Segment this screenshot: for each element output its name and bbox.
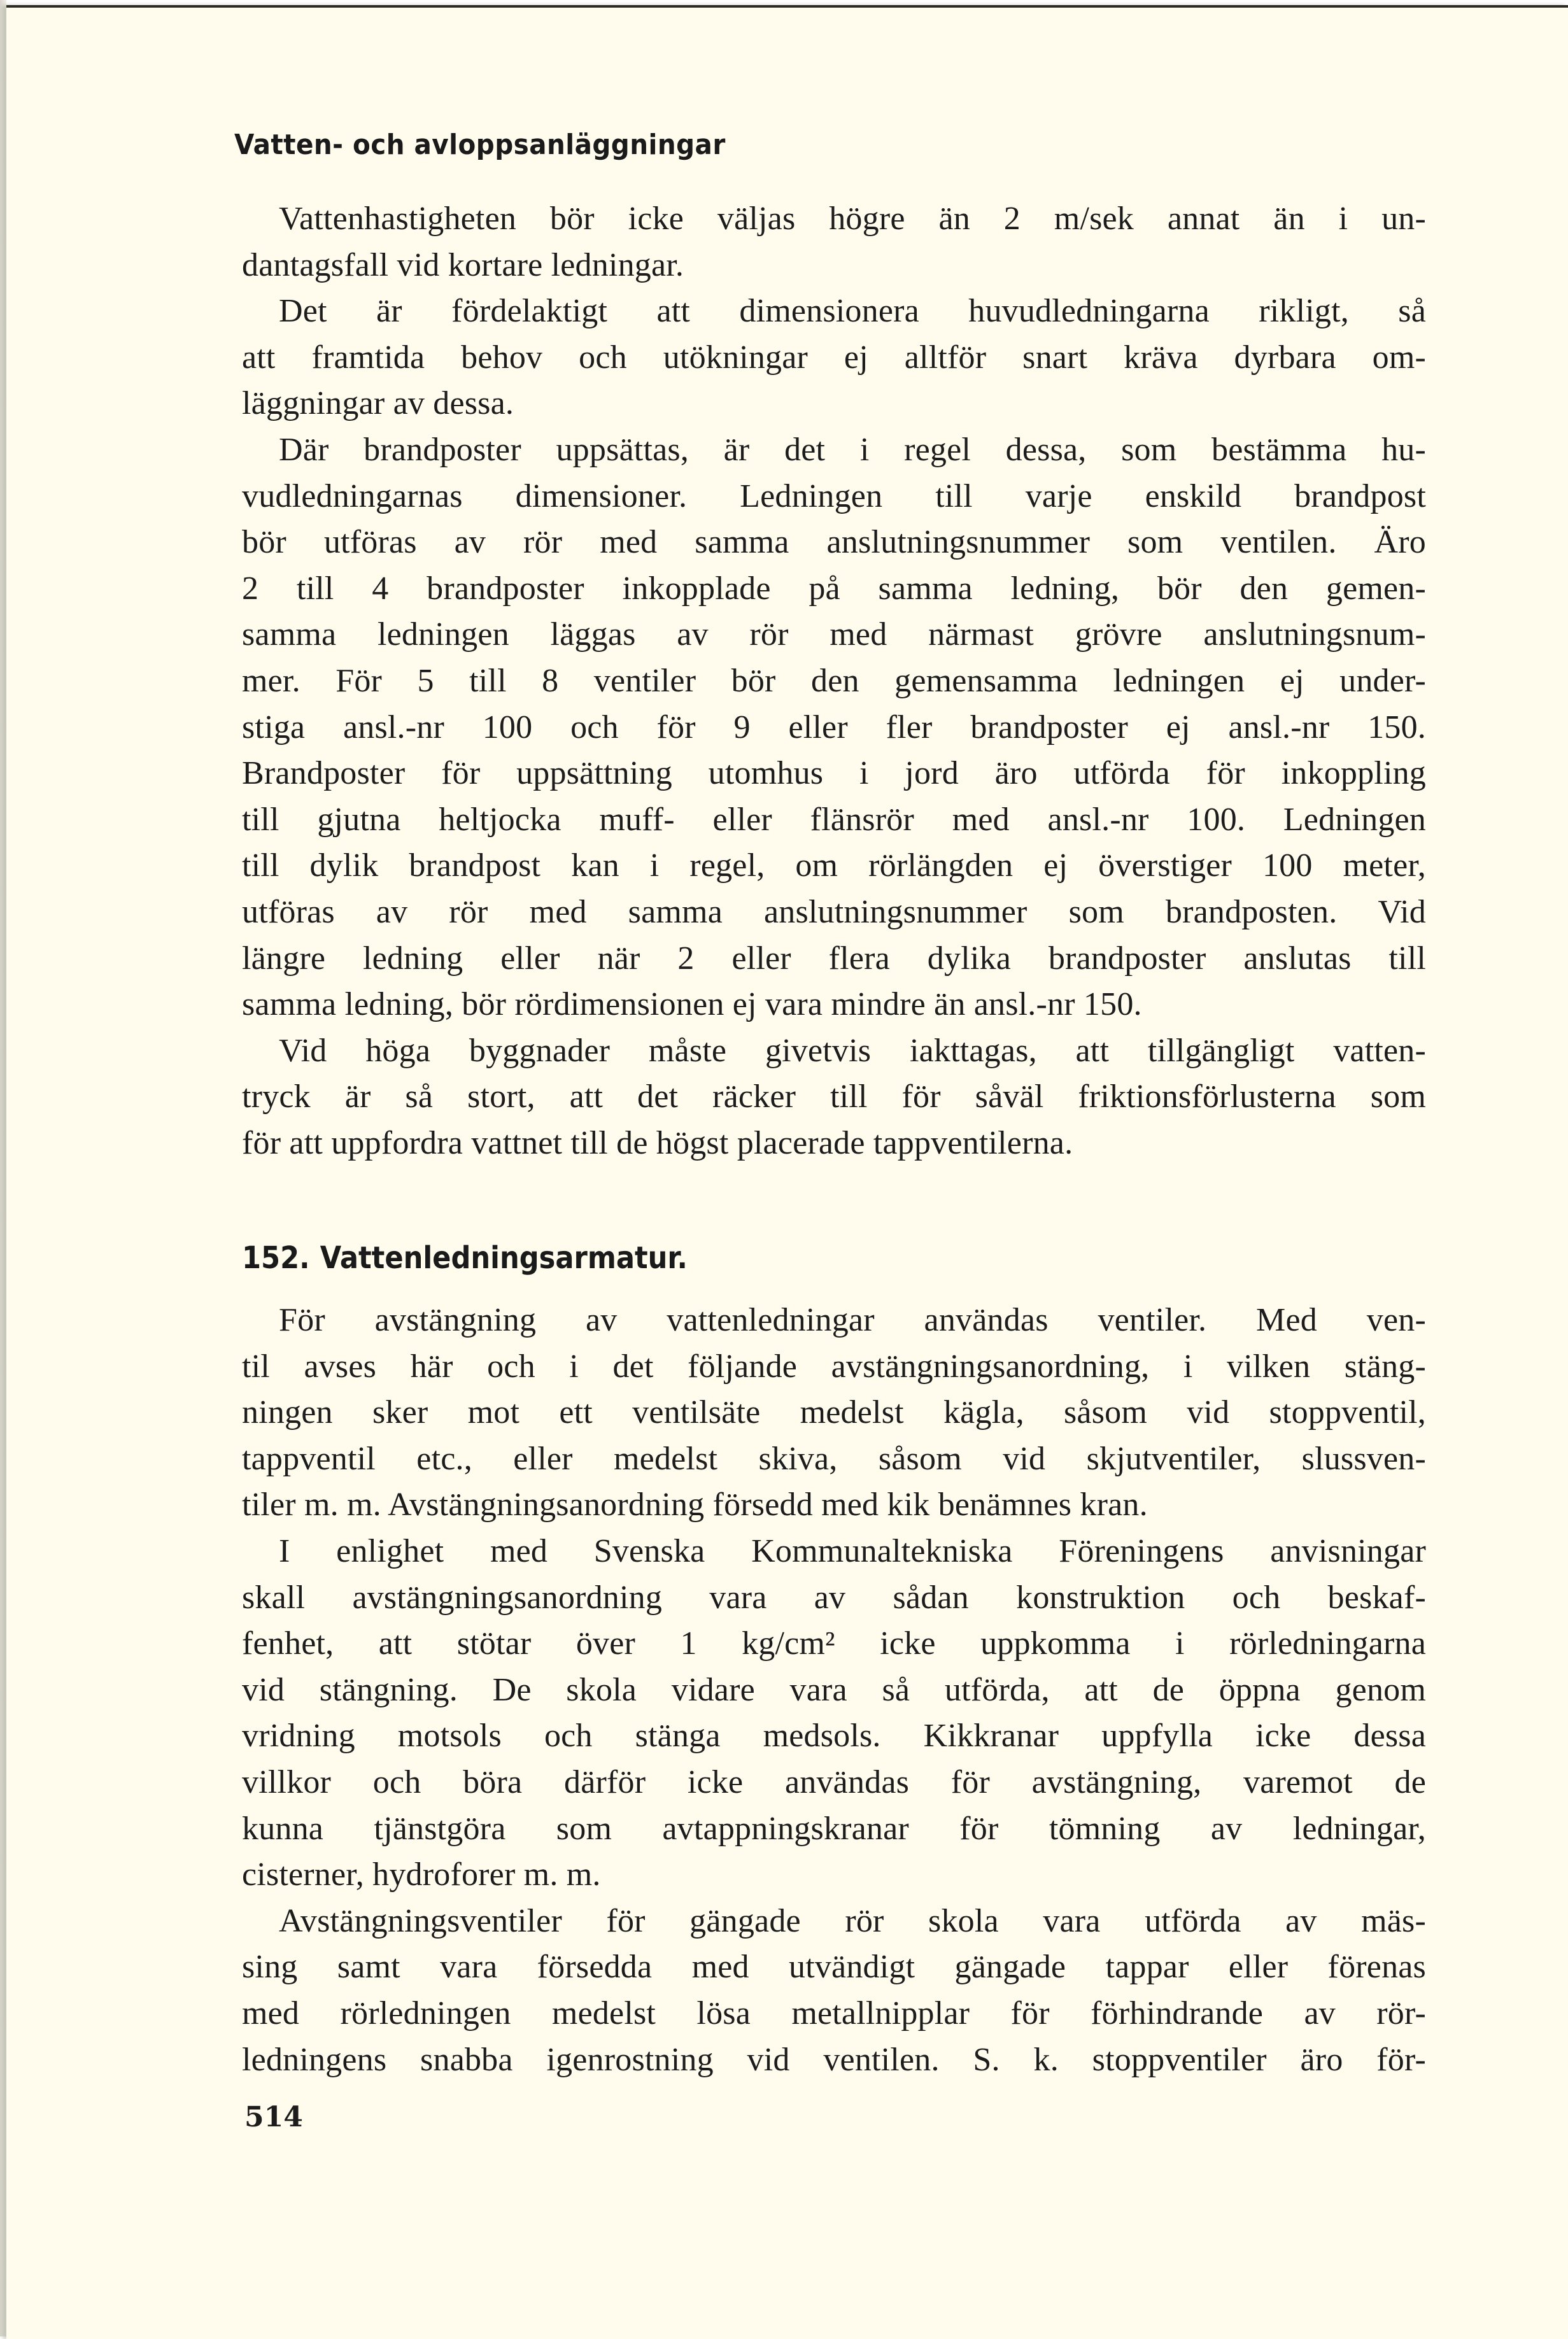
text-line: för att uppfordra vattnet till de högst placerade tappventilerna. [242, 1124, 1073, 1161]
text-line: dantagsfall vid kortare ledningar. [242, 246, 684, 283]
section-1-body [242, 196, 1426, 1166]
text-line: till gjutna heltjocka muff- eller flänsrör med ansl.-nr 100. Ledningen [242, 801, 1426, 838]
text-line: tappventil etc., eller medelst skiva, såsom vid skjutventiler, slussven- [242, 1440, 1426, 1477]
text-line: Avstängningsventiler för gängade rör skola vara utförda av mäs- [279, 1902, 1426, 1939]
text-line: 2 till 4 brandposter inkopplade på samma ledning, bör den gemen- [242, 570, 1426, 607]
text-line: läggningar av dessa. [242, 385, 514, 422]
text-line: kunna tjänstgöra som avtappningskranar för tömning av ledningar, [242, 1810, 1426, 1847]
text-line: ledningens snabba igenrostning vid ventilen. S. k. stoppventiler äro för- [242, 2041, 1426, 2078]
text-line: villkor och böra därför icke användas för avstängning, varemot de [242, 1763, 1426, 1800]
text-line: Vid höga byggnader måste givetvis iakttagas, att tillgängligt vatten- [279, 1032, 1426, 1069]
text-line: tiler m. m. Avstängningsanordning försedd med kik benämnes kran. [242, 1487, 1148, 1523]
section-title: Vattenledningsarmatur. [320, 1240, 688, 1276]
text-line: sing samt vara försedda med utvändigt gängade tappar eller förenas [242, 1949, 1426, 1986]
text-line: bör utföras av rör med samma anslutningsnummer som ventilen. Äro [242, 524, 1426, 561]
text-line: samma ledningen läggas av rör med närmast grövre anslutningsnum- [242, 616, 1426, 653]
text-line: samma ledning, bör rördimensionen ej vara mindre än ansl.-nr 150. [242, 986, 1142, 1023]
running-head: Vatten- och avloppsanläggningar [234, 129, 726, 161]
section-2-body [242, 1297, 1426, 2083]
text-line: För avstängning av vattenledningar användas ventiler. Med ven- [279, 1302, 1426, 1338]
text-line: tryck är så stort, att det räcker till för såväl friktionsförlusterna som [242, 1078, 1426, 1115]
page-binding-shadow [0, 0, 6, 2336]
text-line: I enlighet med Svenska Kommunaltekniska Föreningens anvisningar [279, 1532, 1426, 1569]
text-line: vudledningarnas dimensioner. Ledningen till varje enskild brandpost [242, 477, 1426, 514]
text-line: vid stängning. De skola vidare vara så utförda, att de öppna genom [242, 1671, 1426, 1708]
page-number: 514 [244, 2101, 303, 2133]
text-line: fenhet, att stötar över 1 kg/cm² icke uppkomma i rörledningarna [242, 1625, 1426, 1662]
text-line: vridning motsols och stänga medsols. Kikkranar uppfylla icke dessa [242, 1718, 1426, 1755]
text-line: att framtida behov och utökningar ej alltför snart kräva dyrbara om- [242, 339, 1426, 376]
section-number: 152. [242, 1240, 310, 1276]
text-line: med rörledningen medelst lösa metallnipplar för förhindrande av rör- [242, 1995, 1426, 2032]
text-line: til avses här och i det följande avstängningsanordning, i vilken stäng- [242, 1348, 1426, 1385]
text-line: Vattenhastigheten bör icke väljas högre än 2 m/sek annat än i un- [279, 201, 1426, 237]
text-line: ningen sker mot ett ventilsäte medelst kägla, såsom vid stoppventil, [242, 1394, 1426, 1431]
section-heading [242, 1240, 688, 1276]
text-line: Där brandposter uppsättas, är det i regel dessa, som bestämma hu- [279, 431, 1426, 468]
text-line: Det är fördelaktigt att dimensionera huvudledningarna rikligt, så [279, 293, 1426, 330]
text-line: skall avstängningsanordning vara av sådan konstruktion och beskaf- [242, 1579, 1426, 1616]
text-line: cisterner, hydroforer m. m. [242, 1856, 601, 1893]
text-line: längre ledning eller när 2 eller flera dylika brandposter anslutas till [242, 940, 1426, 977]
text-line: mer. För 5 till 8 ventiler bör den gemensamma ledningen ej under- [242, 662, 1426, 699]
text-line: Brandposter för uppsättning utomhus i jord äro utförda för inkoppling [242, 755, 1426, 792]
text-line: stiga ansl.-nr 100 och för 9 eller fler brandposter ej ansl.-nr 150. [242, 709, 1426, 746]
text-line: till dylik brandpost kan i regel, om rörlängden ej överstiger 100 meter, [242, 847, 1426, 884]
text-line: utföras av rör med samma anslutningsnummer som brandposten. Vid [242, 893, 1426, 930]
